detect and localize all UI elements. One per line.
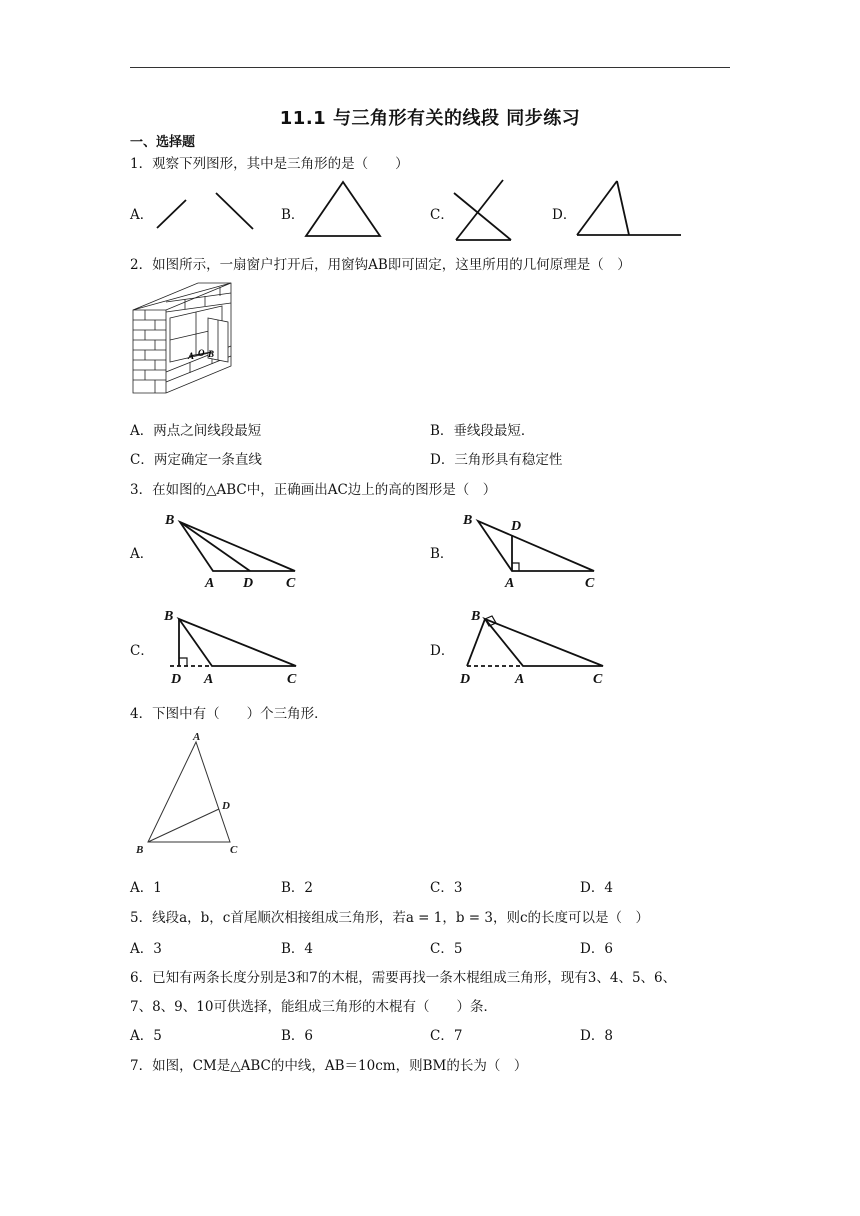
q4-label-a: A	[193, 731, 201, 743]
section-heading: 一、选择题	[130, 135, 196, 150]
q3c-label-b: B	[164, 609, 174, 624]
q3c-label-a: A	[204, 672, 214, 687]
q2-label-b: B	[208, 349, 215, 359]
question-3-stem: 3．在如图的△ABC中，正确画出AC边上的高的图形是（ ）	[130, 482, 497, 498]
q5-option-d[interactable]: D．6	[580, 941, 613, 957]
q3c-label-d: D	[171, 672, 182, 687]
q2-label-o: O	[198, 348, 205, 358]
q3d-label-b: B	[471, 609, 481, 624]
q6-option-d[interactable]: D．8	[580, 1028, 613, 1044]
q2-option-c[interactable]: C．两定确定一条直线	[130, 452, 262, 468]
q2-option-b[interactable]: B．垂线段最短．	[430, 423, 535, 439]
q1-option-c[interactable]: C．	[430, 207, 454, 223]
q5-option-c[interactable]: C．5	[430, 941, 463, 957]
q3b-label-a: A	[505, 576, 515, 591]
q4-label-b: B	[136, 844, 144, 856]
page-title: 11.1 与三角形有关的线段 同步练习	[279, 108, 581, 129]
q1-option-a[interactable]: A．	[130, 207, 154, 223]
q3c-label-c: C	[287, 672, 297, 687]
q3-option-c[interactable]: C．	[130, 643, 154, 659]
q4-label-c: C	[230, 844, 238, 856]
q3-option-b[interactable]: B．	[430, 546, 454, 562]
q3a-label-b: B	[165, 513, 175, 528]
q1-option-b[interactable]: B．	[281, 207, 305, 223]
q1-option-d[interactable]: D．	[552, 207, 577, 223]
q3a-label-c: C	[286, 576, 296, 591]
q6-option-b[interactable]: B．6	[281, 1028, 314, 1044]
q2-option-a[interactable]: A．两点之间线段最短	[130, 423, 262, 439]
q3b-label-c: C	[585, 576, 595, 591]
question-6-stem-line1: 6．已知有两条长度分别是3和7的木棍，需要再找一条木棍组成三角形，现有3、4、5、6、	[130, 970, 677, 986]
q2-option-d[interactable]: D．三角形具有稳定性	[430, 452, 563, 468]
q4-option-d[interactable]: D．4	[580, 880, 613, 896]
q4-label-d: D	[222, 800, 230, 812]
question-7-stem: 7．如图，CM是△ABC的中线，AB＝10cm，则BM的长为（ ）	[130, 1058, 528, 1074]
question-6-stem-line2: 7、8、9、10可供选择，能组成三角形的木棍有（ ）条．	[130, 999, 497, 1015]
question-4-stem: 4．下图中有（ ）个三角形．	[130, 706, 328, 722]
q3d-label-c: C	[593, 672, 603, 687]
q4-option-a[interactable]: A．1	[130, 880, 162, 896]
q3a-label-a: A	[205, 576, 215, 591]
q3b-label-b: B	[463, 513, 473, 528]
q6-option-c[interactable]: C．7	[430, 1028, 463, 1044]
q2-label-a: A	[188, 351, 195, 361]
q3d-label-d: D	[460, 672, 471, 687]
q3-option-a[interactable]: A．	[130, 546, 154, 562]
q4-option-b[interactable]: B．2	[281, 880, 314, 896]
q5-option-a[interactable]: A．3	[130, 941, 162, 957]
question-5-stem: 5．线段a，b，c首尾顺次相接组成三角形，若a = 1，b = 3，则c的长度可以是（ ）	[130, 910, 650, 926]
q3d-label-a: A	[515, 672, 525, 687]
q4-option-c[interactable]: C．3	[430, 880, 463, 896]
question-1-stem: 1．观察下列图形，其中是三角形的是（ ）	[130, 156, 409, 172]
q3b-label-d: D	[511, 519, 522, 534]
q6-option-a[interactable]: A．5	[130, 1028, 162, 1044]
q5-option-b[interactable]: B．4	[281, 941, 314, 957]
q3-option-d[interactable]: D．	[430, 643, 455, 659]
q3a-label-d: D	[243, 576, 254, 591]
question-2-stem: 2．如图所示，一扇窗户打开后，用窗钩AB即可固定，这里所用的几何原理是（ ）	[130, 257, 631, 273]
